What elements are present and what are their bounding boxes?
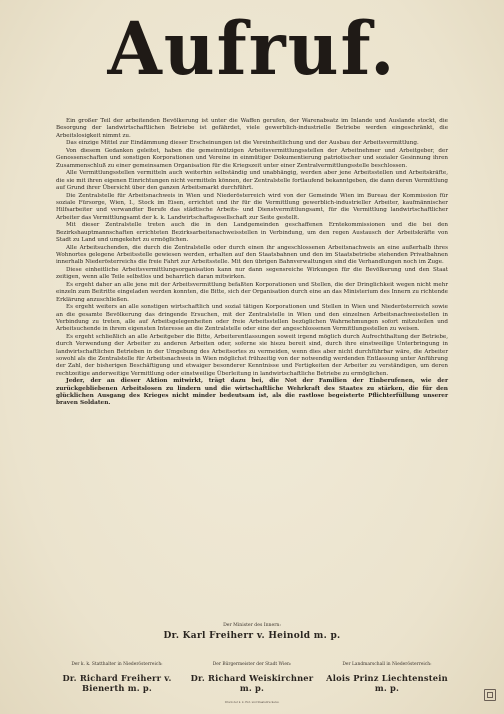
printer-imprint: Druck der k. k. Hof- und Staatsdruckerei.	[224, 701, 280, 704]
paragraph: Von diesem Gedanken geleitet, haben die gemeinnützigen Arbeitsvermittlungsstellen der Arbeitnehmer und Arbeitgeber, der Genossenschaften und sonstigen Korporationen und Vereine in einmütiger Dokumentierung patriotischer und sozialer Gesinnung ihren Zusammenschluß zu einer gemeinsamen Organisation für die Kriegszeit unter einer Zentralvermittlungsstelle beschlossen.	[56, 147, 448, 169]
paragraph: Ein großer Teil der arbeitenden Bevölkerung ist unter die Waffen gerufen, der Warenabsatz im Inlande und Auslande stockt, die Besorgung der landwirtschaftlichen Betriebe ist gefährdet, viele gewerblich-industrielle Betriebe werden eingeschränkt, die Arbeitslosigkeit nimmt zu.	[56, 118, 448, 139]
closing-paragraph: Jeder, der an dieser Aktion mitwirkt, trägt dazu bei, die Not der Familien der Einberufenen, wie der zurückgebliebenen Arbeitslosen zu lindern und die wirtschaftliche Wehrkraft des Staates zu stärken, die für den glücklichen Ausgang des Krieges nicht minder bedeutsam ist, als die rastlose begeisterte Pflichterfüllung unserer braven Soldaten.	[56, 378, 448, 407]
signature-name: Alois Prinz Liechtenstein m. p.	[326, 673, 448, 693]
paragraph: Die Zentralstelle für Arbeitsnachweis in Wien und Niederösterreich wird von der Gemeinde Wien im Bureau der Kommission für soziale Fürsorge, Wien, I., Stock im Eisen, errichtet und ihr für die Vermittlung gewerblich-industrieller Arbeiter, kaufmännischer Hilfsarbeiter und verwandter Berufe das städtische Arbeits- und Dienstvermittlungsamt, für die Vermittlung landwirtschaftlicher Arbeiter das Vermittlungsamt der k. k. Landwirtschaftsgesellschaft zur Seite gestellt.	[56, 192, 448, 221]
paragraph: Diese einheitliche Arbeitsvermittlungsorganisation kann nur dann segensreiche Wirkungen für die Bevölkerung und den Staat zeitigen, wenn alle Teile selbstlos und beharrlich daran mitwirken.	[56, 266, 448, 281]
signature-block-landmarschall	[322, 662, 452, 693]
signature-name: Dr. Richard Weiskirchner m. p.	[190, 673, 314, 693]
paragraph: Es ergeht weiters an alle sonstigen wirtschaftlich und sozial tätigen Korporationen und Stellen in Wien und Niederösterreich sowie an die gesamte Bevölkerung das dringende Ersuchen, mit der Zentralstelle in Wien und den einzelnen Arbeitsnachweisstellen in Verbindung zu treten, alle auf Arbeitsgelegenheiten oder freie Arbeitsstellen bezüglichen Wahrnehmungen sofort mitzuteilen und Arbeitsuchende in ihrem eigensten Interesse an die Zentralstelle oder eine der angeschlossenen Vermittlungsstellen zu weisen.	[56, 304, 448, 333]
archive-stamp-icon	[484, 689, 496, 701]
poster-title: Aufruf.	[107, 4, 397, 93]
poster-body	[56, 118, 448, 408]
minister-signature: Dr. Karl Freiherr v. Heinold m. p.	[163, 631, 341, 641]
paragraph: Es ergeht schließlich an alle Arbeitgeber die Bitte, Arbeiterentlassungen soweit irgend möglich durch Aufrechthaltung der Betriebe, durch Verwendung der Arbeiter zu anderen Arbeiten oder, soferne sie hiezu bereit sind, durch ihre einstweilige Unterbringung in landwirtschaftlichen Betrieben in der Umgebung des Arbeitsortes zu vermeiden, wenn dies aber nicht durchführbar wäre, die Arbeiter sowohl als die Zentralstelle für Arbeitsnachweis in Wien möglichst frühzeitig von der notwendig werdenden Entlassung unter Anführung der Zahl, der bisherigen Beschäftigung und etwaiger besonderer Kenntnisse und Fertigkeiten der Arbeiter zu verständigen, um deren rechtzeitige anderweitige Vermittlung oder einstweilige Überleitung in landwirtschaftliche Betriebe zu ermöglichen.	[56, 333, 448, 377]
signature-row	[52, 662, 452, 693]
signature-name: Dr. Richard Freiherr v. Bienerth m. p.	[62, 673, 172, 693]
signature-label: Der Bürgermeister der Stadt Wien:	[212, 662, 292, 667]
paragraph: Es ergeht daher an alle jene mit der Arbeitsvermittlung befaßten Korporationen und Stellen, die der Dringlichkeit wegen nicht mehr einzeln zum Beitritte eingeladen werden konnten, die Bitte, sich der Organisation durch eine an das Ministerium des Innern zu richtende Erklärung anzuschließen.	[56, 281, 448, 303]
signature-label: Der Landmarschall in Niederösterreich:	[342, 662, 432, 667]
paragraph: Mit dieser Zentralstelle treten auch die in den Landgemeinden geschaffenen Erntekommissionen und die bei den Bezirkshauptmannschaften errichteten Bezirksarbeitsnachweisstellen in Verbindung, um den regen Austausch der Arbeitskräfte von Stadt zu Land und umgekehrt zu ermöglichen.	[56, 222, 448, 243]
paragraph: Alle Arbeitsuchenden, die durch die Zentralstelle oder durch einen ihr angeschlossenen Arbeitsnachweis an eine außerhalb ihres Wohnortes gelegene Arbeitsstelle gewiesen werden, erhalten auf den Staatsbahnen und den im Staatsbetriebe stehenden Privatbahnen innerhalb Niederösterreichs die freie Fahrt zur Arbeitsstelle. Mit den übrigen Bahnverwaltungen sind die Verhandlungen noch im Zuge.	[56, 244, 448, 266]
signature-label: Der k. k. Statthalter in Niederösterreich:	[71, 662, 163, 667]
paragraph: Alle Vermittlungsstellen vermitteln auch weiterhin selbständig und unabhängig, werden aber jene Arbeitsstellen und Arbeitskräfte, die sie mit ihren eigenen Einrichtungen nicht vermitteln können, der Zentralstelle fortlaufend bekanntgeben, die dann deren Vermittlung auf Grund ihrer Übersicht über den ganzen Arbeitsmarkt durchführt.	[56, 170, 448, 191]
signature-block-statthalter	[52, 662, 182, 693]
signature-block-buergermeister	[187, 662, 317, 693]
paragraph: Das einzige Mittel zur Eindämmung dieser Erscheinungen ist die Vereinheitlichung und der Ausbau der Arbeitsvermittlung.	[66, 140, 419, 147]
minister-label: Der Minister des Innern:	[223, 623, 281, 628]
